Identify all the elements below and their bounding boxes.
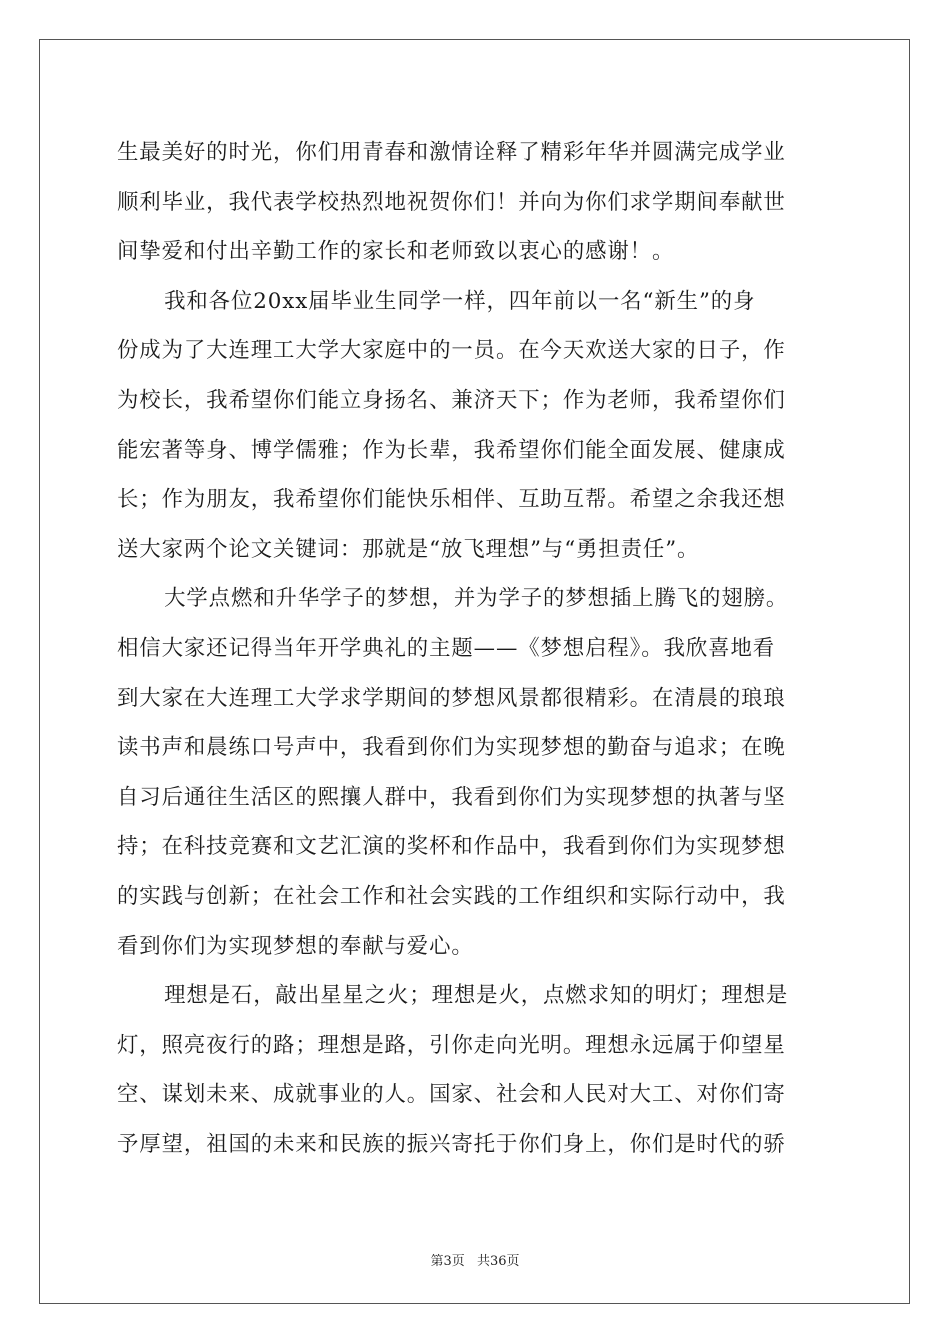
text-line: 读书声和晨练口号声中，我看到你们为实现梦想的勤奋与追求；在晚 (117, 735, 786, 761)
total-pages-label: 共36页 (476, 1254, 520, 1269)
paragraph-list (117, 128, 835, 1169)
text-line: 间挚爱和付出辛勤工作的家长和老师致以衷心的感谢！。 (117, 239, 675, 265)
current-page-label: 第3页 (430, 1254, 465, 1269)
text-line: 理想是石，敲出星星之火；理想是火，点燃求知的明灯；理想是 (164, 983, 789, 1009)
text-line: 大学点燃和升华学子的梦想，并为学子的梦想插上腾飞的翅膀。 (164, 586, 789, 612)
text-line: 顺利毕业，我代表学校热烈地祝贺你们！并向为你们求学期间奉献世 (117, 189, 786, 215)
text-line: 予厚望，祖国的未来和民族的振兴寄托于你们身上，你们是时代的骄 (117, 1131, 786, 1157)
text-line: 我和各位20xx届毕业生同学一样，四年前以一名“新生”的身 (164, 288, 756, 314)
text-line: 看到你们为实现梦想的奉献与爱心。 (117, 933, 474, 959)
paragraph (117, 277, 835, 575)
paragraph (117, 971, 835, 1169)
page-footer (0, 1250, 950, 1269)
document-body (117, 128, 835, 1169)
text-line: 持；在科技竞赛和文艺汇演的奖杯和作品中，我看到你们为实现梦想 (117, 834, 786, 860)
text-line: 空、谋划未来、成就事业的人。国家、社会和人民对大工、对你们寄 (117, 1082, 786, 1108)
text-line: 到大家在大连理工大学求学期间的梦想风景都很精彩。在清晨的琅琅 (117, 685, 786, 711)
text-line: 自习后通往生活区的熙攘人群中，我看到你们为实现梦想的执著与坚 (117, 784, 786, 810)
text-line: 的实践与创新；在社会工作和社会实践的工作组织和实际行动中，我 (117, 883, 786, 909)
text-line: 为校长，我希望你们能立身扬名、兼济天下；作为老师，我希望你们 (117, 387, 786, 413)
text-line: 生最美好的时光，你们用青春和激情诠释了精彩年华并圆满完成学业 (117, 140, 786, 165)
text-line: 灯，照亮夜行的路；理想是路，引你走向光明。理想永远属于仰望星 (117, 1032, 786, 1058)
text-line: 相信大家还记得当年开学典礼的主题——《梦想启程》。我欣喜地看 (117, 635, 776, 661)
text-line: 份成为了大连理工大学大家庭中的一员。在今天欢送大家的日子，作 (117, 338, 786, 364)
paragraph (117, 574, 835, 971)
paragraph (117, 128, 835, 277)
text-line: 送大家两个论文关键词：那就是“放飞理想”与“勇担责任”。 (117, 536, 700, 562)
text-line: 长；作为朋友，我希望你们能快乐相伴、互助互帮。希望之余我还想 (117, 487, 786, 513)
text-line: 能宏著等身、博学儒雅；作为长辈，我希望你们能全面发展、健康成 (117, 437, 786, 463)
